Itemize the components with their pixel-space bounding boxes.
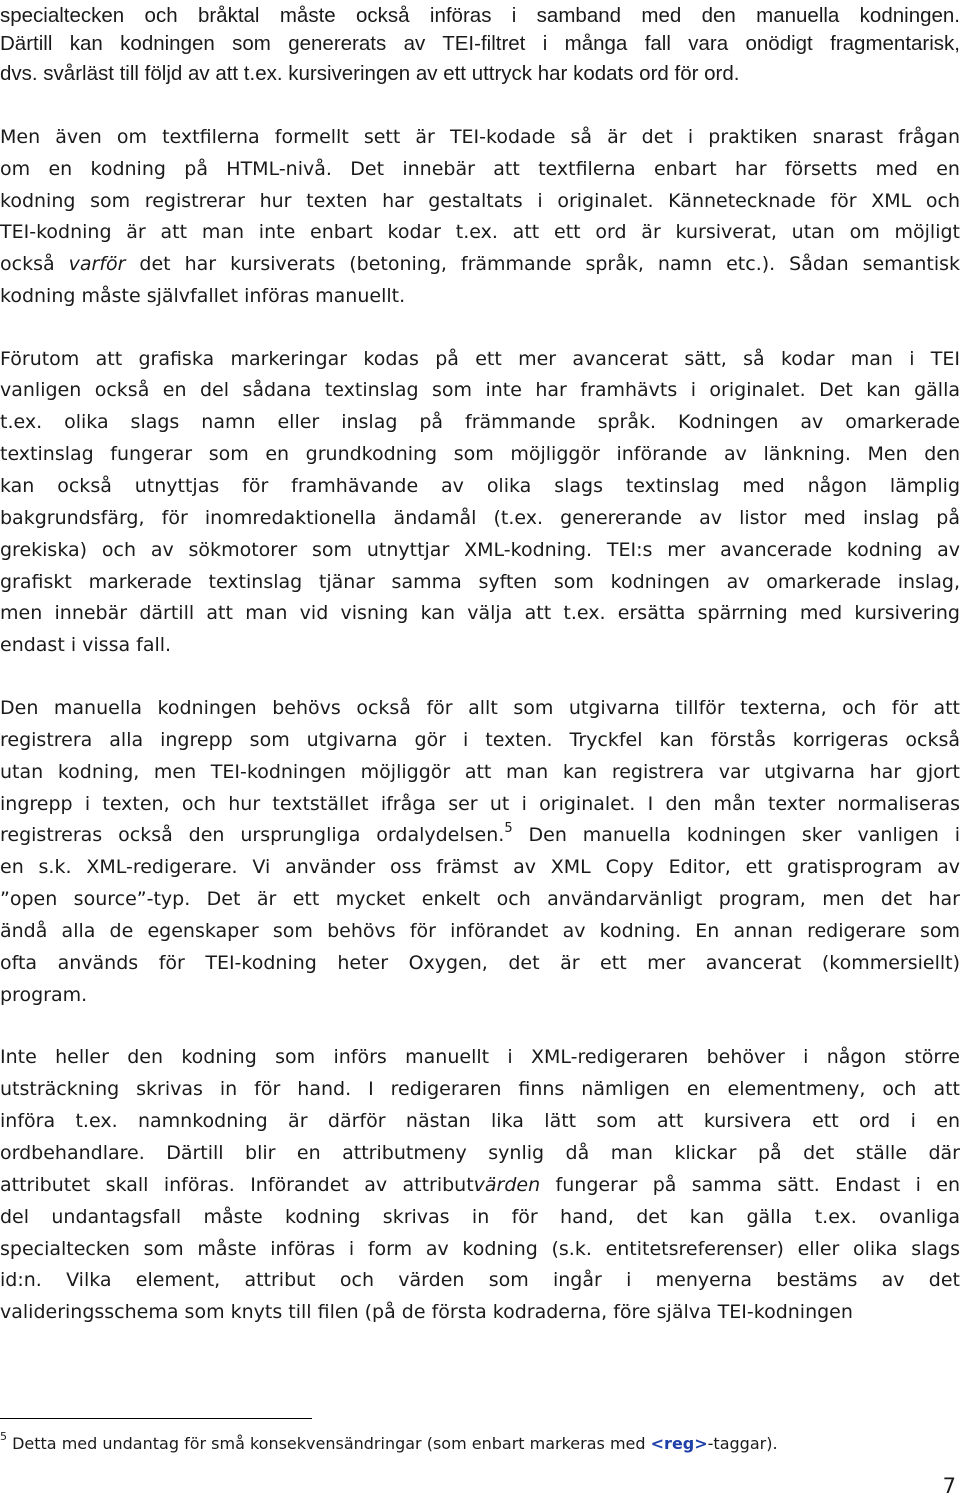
text-line: utsträckning skrivas in för hand. I redigeraren finns nämligen en elementmeny, och att <box>0 1078 960 1100</box>
text-line: Men även om textfilerna formellt sett är TEI-kodade så är det i praktiken snarast frågan <box>0 126 960 148</box>
text-line: Den manuella kodningen behövs också för allt som utgivarna tillför texterna, och för att <box>0 697 960 719</box>
footnote-separator <box>0 1418 312 1419</box>
text-run: registreras också den ursprungliga ordalydelsen.$^5$ <box>0 820 513 846</box>
text-line: ”open source”-typ. Det är ett mycket enkelt och användarvänligt program, men det har <box>0 888 960 910</box>
text-line: endast i vissa fall. <box>0 634 172 656</box>
text-line: registrera alla ingrepp som utgivarna gör i texten. Tryckfel kan förstås korrigeras också <box>0 729 960 751</box>
text-line: textinslag fungerar som en grundkodning som möjliggör införande av länkning. Men den <box>0 443 960 465</box>
text-line: t.ex. olika slags namn eller inslag på främmande språk. Kodningen av omarkerade <box>0 411 960 433</box>
page-number: 7 <box>942 1474 956 1498</box>
text-run: också <box>0 253 55 275</box>
text-line: id:n. Vilka element, attribut och värden som ingår i menyerna bestäms av det <box>0 1269 960 1291</box>
text-run: fungerar på samma sätt. Endast i en <box>555 1174 960 1196</box>
text-line <box>0 819 960 851</box>
text-line: bakgrundsfärg, för inomredaktionella ändamål (t.ex. genererande av listor med inslag på <box>0 507 960 529</box>
footnote-ref: 5 <box>504 820 513 836</box>
text-line: en s.k. XML-redigerare. Vi använder oss främst av XML Copy Editor, ett gratisprogram av <box>0 856 960 878</box>
text-line: Därtill kan kodningen som genererats av TEI-filtret i många fall vara onödigt fragmentarisk, <box>0 32 960 55</box>
text-line: Inte heller den kodning som införs manuellt i XML-redigeraren behöver i någon större <box>0 1046 960 1068</box>
text-line: kodning som registrerar hur texten har gestaltats i originalet. Kännetecknade för XML och <box>0 190 960 212</box>
text-line: ingrepp i texten, och hur textstället ifråga ser ut i originalet. I den mån texter normaliseras <box>0 793 960 815</box>
text-line: införa t.ex. namnkodning är därför nästan lika lätt som att kursivera ett ord i en <box>0 1110 960 1132</box>
text-line: TEI-kodning är att man inte enbart kodar t.ex. att ett ord är kursiverat, utan om möjligt <box>0 221 960 243</box>
footnote-tag: <reg> <box>650 1434 708 1453</box>
footnote <box>0 1429 778 1456</box>
text-run: om en kodning på HTML-nivå. <box>0 158 332 180</box>
text-line: men innebär därtill att man vid visning kan välja att t.ex. ersätta spärrning med kursivering <box>0 602 960 624</box>
italic-text: varför <box>68 253 126 275</box>
text-line: dvs. svårläst till följd av att t.ex. kursiveringen av ett uttryck har kodats ord för ord. <box>0 62 740 85</box>
text-line: valideringsschema som knyts till filen (på de första kodraderna, före själva TEI-kodningen <box>0 1301 853 1323</box>
footnote-marker: 5 <box>0 1429 7 1443</box>
text-line: grafiskt markerade textinslag tjänar samma syften som kodningen av omarkerade inslag, <box>0 571 960 593</box>
text-line <box>0 248 960 280</box>
footnote-text: Detta med undantag för små konsekvensändringar (som enbart markeras med <box>12 1434 646 1453</box>
footnote-text-end: -taggar). <box>707 1434 778 1453</box>
text-line <box>0 1169 960 1201</box>
text-line: grekiska) och av sökmotorer som utnyttjar XML-kodning. TEI:s mer avancerade kodning av <box>0 539 960 561</box>
text-line: ofta används för TEI-kodning heter Oxygen, det är ett mer avancerat (kommersiellt) <box>0 952 960 974</box>
text-line: program. <box>0 984 88 1006</box>
text-line: specialtecken och bråktal måste också införas i samband med den manuella kodningen. <box>0 4 960 27</box>
text-run: Det innebär att textfilerna enbart har försetts med en <box>350 158 960 180</box>
text-line: kan också utnyttjas för framhävande av olika slags textinslag med någon lämplig <box>0 475 960 497</box>
italic-text: värden <box>473 1174 541 1196</box>
text-run: Den manuella kodningen sker vanligen i <box>528 824 960 846</box>
text-run: attributet skall införas. Införandet av attributvärden <box>0 1174 541 1196</box>
text-line: vanligen också en del sådana textinslag som inte har framhävts i originalet. Det kan gälla <box>0 379 960 401</box>
text-run: det har kursiverats (betoning, främmande språk, namn etc.). Sådan semantisk <box>139 253 960 275</box>
text-line: Förutom att grafiska markeringar kodas på ett mer avancerat sätt, så kodar man i TEI <box>0 348 960 370</box>
text-line: ordbehandlare. Därtill blir en attributmeny synlig då man klickar på det ställe där <box>0 1142 960 1164</box>
text-line: utan kodning, men TEI-kodningen möjliggör att man kan registrera var utgivarna har gjort <box>0 761 960 783</box>
text-line: specialtecken som måste införas i form av kodning (s.k. entitetsreferenser) eller olika slags <box>0 1238 960 1260</box>
text-line <box>0 153 960 185</box>
text-line: ändå alla de egenskaper som behövs för införandet av kodning. En annan redigerare som <box>0 920 960 942</box>
text-line: del undantagsfall måste kodning skrivas in för hand, det kan gälla t.ex. ovanliga <box>0 1206 960 1228</box>
text-line: kodning måste självfallet införas manuellt. <box>0 285 406 307</box>
